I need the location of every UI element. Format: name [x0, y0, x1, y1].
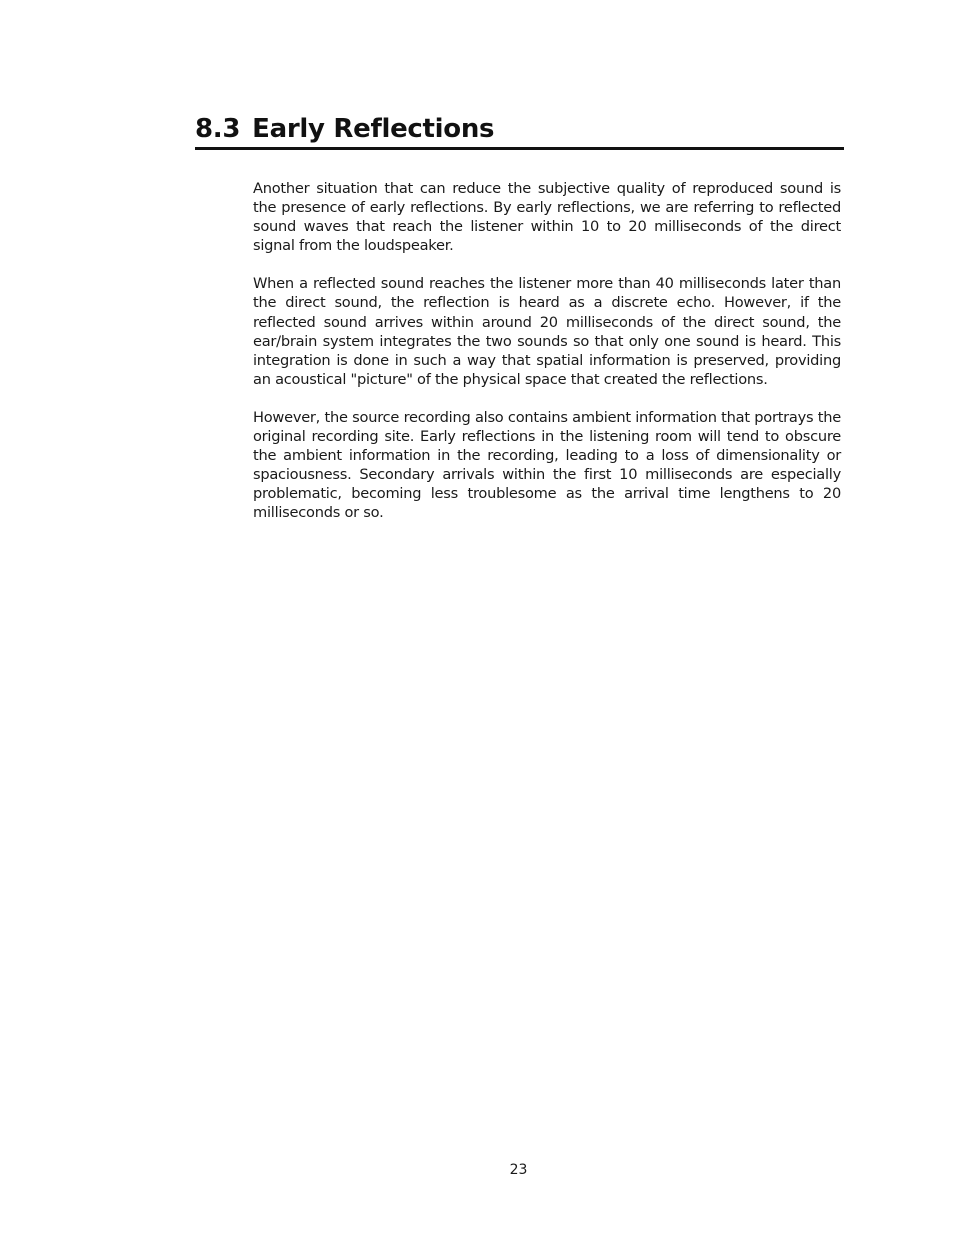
section-body [253, 179, 841, 542]
section-heading [195, 112, 844, 150]
section-title [195, 112, 844, 146]
paragraph: Another situation that can reduce the subjective quality of reproduced sound is the presence of early reflections. By early reflections, we are referring to reflected sound waves that reach the listener within 10 to 20 milliseconds of the direct signal from the loudspeaker. [253, 180, 841, 255]
section-number: 8.3 [195, 114, 241, 144]
paragraph: However, the source recording also contains ambient information that portrays the original recording site. Early reflections in the listening room will tend to obscure the ambient information in the recording, leading to a loss of dimensionality or spaciousness. Secondary arrivals within the first 10 milliseconds are especially problematic, becoming less troublesome as the arrival time lengthens to 20 milliseconds or so. [253, 408, 841, 522]
page-number: 23 [509, 1162, 528, 1178]
section-title-text: Early Reflections [252, 114, 495, 144]
paragraph: When a reflected sound reaches the listener more than 40 milliseconds later than the direct sound, the reflection is heard as a discrete echo. However, if the reflected sound arrives within around 20 milliseconds of the direct sound, the ear/brain system integrates the two sounds so that only one sound is heard. This integration is done in such a way that spatial information is preserved, providing an acoustical "picture" of the physical space that created the reflections. [253, 275, 841, 388]
